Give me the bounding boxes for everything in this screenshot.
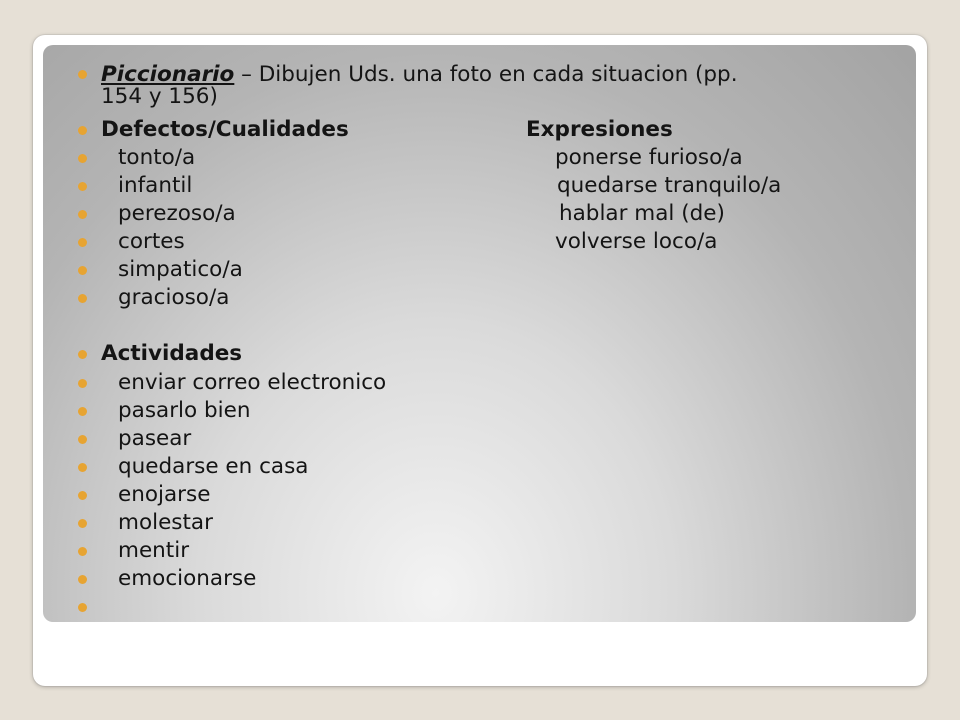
bullet-icon — [78, 154, 87, 163]
list-item: emocionarse — [118, 566, 257, 591]
list-item: enviar correo electronico — [118, 370, 387, 395]
bullet-icon — [78, 70, 87, 79]
bullet-icon — [78, 238, 87, 247]
bullet-icon — [78, 379, 87, 388]
title-rest: – Dibujen Uds. una foto en cada situacion (pp. — [234, 62, 738, 87]
list-item: simpatico/a — [118, 257, 243, 282]
title-line-2: 154 y 156) — [101, 84, 218, 109]
header-actividades: Actividades — [101, 341, 243, 366]
list-item: mentir — [118, 538, 190, 563]
list-item: volverse loco/a — [555, 229, 718, 254]
bullet-icon — [78, 126, 87, 135]
bullet-icon — [78, 210, 87, 219]
list-item: pasarlo bien — [118, 398, 251, 423]
list-item: hablar mal (de) — [559, 201, 725, 226]
bullet-icon — [78, 519, 87, 528]
bullet-icon — [78, 407, 87, 416]
header-defectos: Defectos/Cualidades — [101, 117, 349, 142]
list-item: quedarse en casa — [118, 454, 309, 479]
header-expresiones: Expresiones — [526, 117, 673, 142]
bullet-icon — [78, 182, 87, 191]
list-item: tonto/a — [118, 145, 196, 170]
title-link: Piccionario — [101, 62, 235, 87]
bullet-icon — [78, 463, 87, 472]
bullet-icon — [78, 603, 87, 612]
list-item: ponerse furioso/a — [555, 145, 743, 170]
list-item: infantil — [118, 173, 193, 198]
list-item: molestar — [118, 510, 213, 535]
list-item: enojarse — [118, 482, 211, 507]
bullet-icon — [78, 294, 87, 303]
bullet-icon — [78, 547, 87, 556]
list-item: perezoso/a — [118, 201, 236, 226]
list-item: cortes — [118, 229, 185, 254]
bullet-icon — [78, 435, 87, 444]
bullet-icon — [78, 266, 87, 275]
bullet-icon — [78, 575, 87, 584]
list-item: gracioso/a — [118, 285, 230, 310]
bullet-icon — [78, 350, 87, 359]
list-item: pasear — [118, 426, 192, 451]
bullet-icon — [78, 491, 87, 500]
list-item: quedarse tranquilo/a — [557, 173, 782, 198]
